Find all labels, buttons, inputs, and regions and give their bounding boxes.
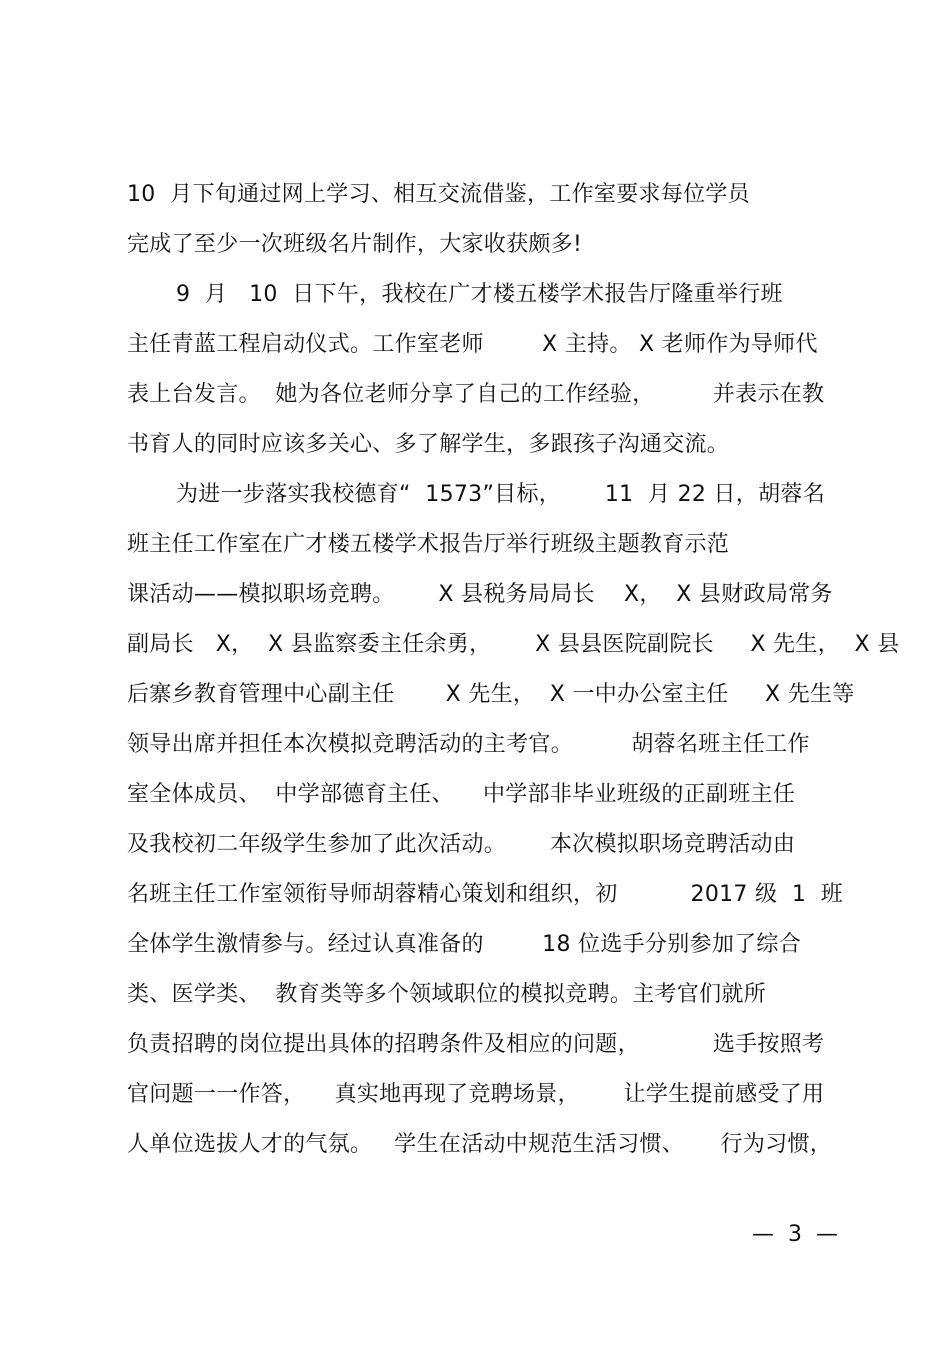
paragraph-3-line-9: 名班主任工作室领衔导师胡蓉精心策划和组织，初 2017 级 1 班 (127, 882, 844, 907)
page-number: — 3 — (752, 1222, 838, 1247)
paragraph-2-line-4: 书育人的同时应该多关心、多了解学生，多跟孩子沟通交流。 (127, 432, 730, 457)
paragraph-3-line-1: 为进一步落实我校德育“ 1573”目标， 11 月 22 日，胡蓉名 (176, 482, 825, 507)
paragraph-1-line-2: 完成了至少一次班级名片制作，大家收获颇多! (127, 232, 583, 257)
paragraph-3-line-11: 类、医学类、 教育类等多个领域职位的模拟竞聘。主考官们就所 (127, 982, 766, 1007)
paragraph-3-line-14: 人单位选拔人才的气氛。 学生在活动中规范生活习惯、 行为习惯， (127, 1132, 833, 1157)
paragraph-3-line-3: 课活动——模拟职场竞聘。 X 县税务局局长 X， X 县财政局常务 (127, 582, 833, 607)
paragraph-2-line-1: 9 月 10 日下午，我校在广才楼五楼学术报告厅隆重举行班 (176, 282, 783, 307)
paragraph-3-line-12: 负责招聘的岗位提出具体的招聘条件及相应的问题， 选手按照考 (127, 1032, 825, 1057)
paragraph-3-line-10: 全体学生激情参与。经过认真准备的 18 位选手分别参加了综合 (127, 932, 802, 957)
paragraph-3-line-8: 及我校初二年级学生参加了此次活动。 本次模拟职场竞聘活动由 (127, 832, 796, 857)
paragraph-3-line-4: 副局长 X， X 县监察委主任余勇， X 县县医院副院长 X 先生， X 县 (127, 632, 900, 657)
paragraph-3-line-2: 班主任工作室在广才楼五楼学术报告厅举行班级主题教育示范 (127, 532, 730, 557)
paragraph-2-line-3: 表上台发言。 她为各位老师分享了自己的工作经验， 并表示在教 (127, 382, 825, 407)
paragraph-1-line-1: 10 月下旬通过网上学习、相互交流借鉴，工作室要求每位学员 (127, 182, 750, 207)
paragraph-3-line-7: 室全体成员、 中学部德育主任、 中学部非毕业班级的正副班主任 (127, 782, 796, 807)
paragraph-3-line-5: 后寨乡教育管理中心副主任 X 先生， X 一中办公室主任 X 先生等 (127, 682, 855, 707)
paragraph-3-line-6: 领导出席并担任本次模拟竞聘活动的主考官。 胡蓉名班主任工作 (127, 732, 810, 757)
paragraph-3-line-13: 官问题一一作答， 真实地再现了竞聘场景， 让学生提前感受了用 (127, 1082, 825, 1107)
paragraph-2-line-2: 主任青蓝工程启动仪式。工作室老师 X 主持。 X 老师作为导师代 (127, 332, 818, 357)
